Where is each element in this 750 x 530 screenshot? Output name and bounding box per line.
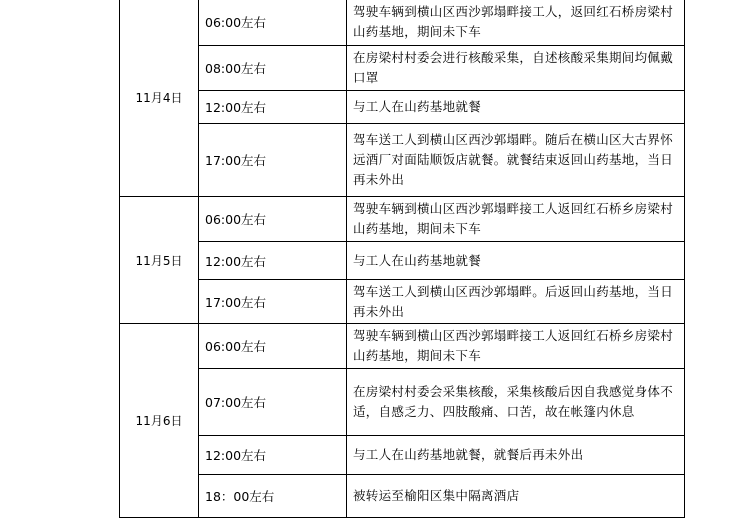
activity-cell (347, 197, 684, 241)
time-cell (199, 324, 346, 368)
activity-cell (347, 369, 684, 435)
time-label: 18：00左右 (205, 489, 275, 504)
activity-text: 驾驶车辆到横山区西沙郭塌畔接工人返回红石桥乡房梁村山药基地，期间未下车 (353, 201, 674, 236)
time-cell (199, 436, 346, 474)
activity-text: 驾车送工人到横山区西沙郭塌畔。随后在横山区大古界怀远酒厂对面陆顺饭店就餐。就餐结束返回山药基地，当日再未外出 (353, 132, 674, 187)
activity-cell (347, 242, 684, 279)
time-label: 12:00左右 (205, 448, 267, 463)
activity-cell (347, 0, 684, 45)
time-cell (199, 124, 346, 196)
table-border (684, 0, 685, 518)
date-cell (120, 324, 198, 517)
time-label: 07:00左右 (205, 395, 267, 410)
activity-cell (347, 124, 684, 196)
activity-cell (347, 91, 684, 123)
time-cell (199, 242, 346, 279)
activity-text: 在房梁村村委会进行核酸采集，自述核酸采集期间均佩戴口罩 (353, 50, 674, 85)
schedule-table (119, 0, 685, 518)
activity-cell (347, 280, 684, 323)
date-label: 11月4日 (135, 91, 183, 105)
time-cell (199, 475, 346, 517)
activity-text: 驾车送工人到横山区西沙郭塌畔。后返回山药基地，当日再未外出 (353, 283, 674, 319)
time-cell (199, 369, 346, 435)
time-label: 06:00左右 (205, 339, 267, 354)
date-cell (120, 197, 198, 323)
activity-cell (347, 436, 684, 474)
time-label: 17:00左右 (205, 153, 267, 168)
time-label: 08:00左右 (205, 61, 267, 76)
time-cell (199, 0, 346, 45)
activity-cell (347, 324, 684, 368)
date-label: 11月6日 (135, 414, 183, 428)
activity-cell (347, 475, 684, 517)
time-label: 12:00左右 (205, 253, 267, 269)
time-label: 06:00左右 (205, 15, 267, 30)
time-cell (199, 46, 346, 90)
activity-text: 驾驶车辆到横山区西沙郭塌畔接工人，返回红石桥房梁村山药基地，期间未下车 (353, 4, 674, 39)
time-cell (199, 91, 346, 123)
table-border (119, 517, 685, 518)
activity-text: 在房梁村村委会采集核酸，采集核酸后因自我感觉身体不适，自感乏力、四肢酸痛、口苦，故在帐篷内休息 (353, 384, 674, 419)
time-cell (199, 280, 346, 323)
activity-cell (347, 46, 684, 90)
time-label: 17:00左右 (205, 294, 267, 310)
time-cell (199, 197, 346, 241)
activity-text: 与工人在山药基地就餐 (353, 99, 482, 114)
date-label: 11月5日 (135, 253, 183, 268)
time-label: 12:00左右 (205, 100, 267, 115)
activity-text: 与工人在山药基地就餐 (353, 252, 482, 268)
activity-text: 被转运至榆阳区集中隔离酒店 (353, 488, 520, 503)
activity-text: 驾驶车辆到横山区西沙郭塌畔接工人返回红石桥乡房梁村山药基地，期间未下车 (353, 328, 674, 363)
date-cell (120, 0, 198, 196)
activity-text: 与工人在山药基地就餐，就餐后再未外出 (353, 447, 584, 462)
time-label: 06:00左右 (205, 212, 267, 227)
